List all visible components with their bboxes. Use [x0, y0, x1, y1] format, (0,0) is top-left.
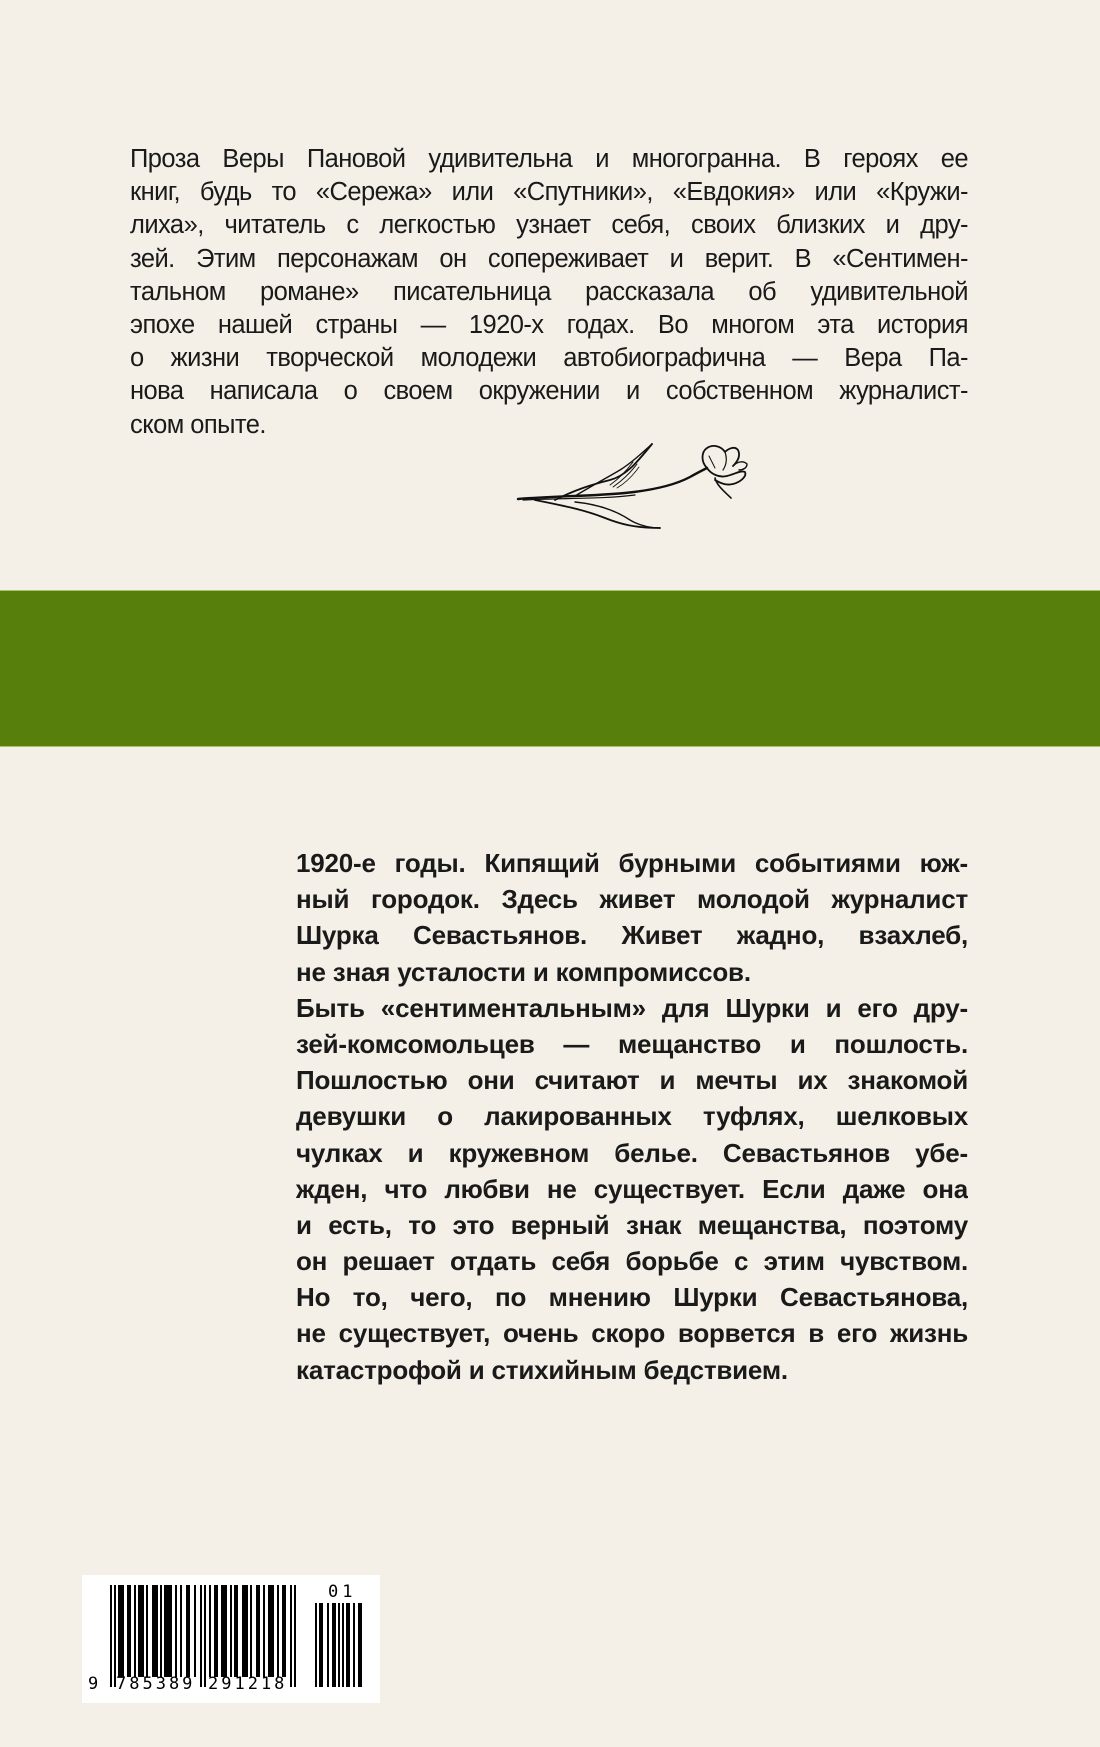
intro-line: Проза Веры Пановой удивительна и многогранна. В героях ее [130, 145, 968, 173]
barcode-first-digit: 9 [88, 1674, 99, 1694]
isbn-barcode [82, 1575, 380, 1703]
synopsis-line: Быть «сентиментальным» для Шурки и его дру- [296, 992, 968, 1023]
synopsis-line: он решает отдать себя борьбе с этим чувством. [296, 1246, 968, 1277]
intro-line: нова написала о своем окружении и собственном журналист- [130, 377, 968, 406]
intro-line: книг, будь то «Сережа» или «Спутники», «Евдокия» или «Кружи- [130, 178, 968, 207]
synopsis-line: зей-комсомольцев — мещанство и пошлость. [296, 1028, 968, 1059]
synopsis-line: девушки о лакированных туфлях, шелковых [296, 1101, 968, 1132]
synopsis-paragraph [296, 845, 968, 1388]
synopsis-line: и есть, то это верный знак мещанства, поэтому [296, 1209, 968, 1240]
intro-line: о жизни творческой молодежи автобиографична — Вера Па- [130, 344, 968, 373]
synopsis-line: ный городок. Здесь живет молодой журналист [296, 884, 968, 915]
synopsis-line: жден, что любви не существует. Если даже она [296, 1173, 968, 1204]
synopsis-line: Шурка Севастьянов. Живет жадно, взахлеб, [296, 920, 968, 951]
intro-line: ском опыте. [130, 410, 266, 439]
intro-line: зей. Этим персонажам он сопереживает и верит. В «Сентимен- [130, 244, 968, 273]
synopsis-line: не зная усталости и компромиссов. [296, 956, 751, 987]
barcode-addon: 01 [328, 1582, 357, 1602]
intro-line: тальном романе» писательница рассказала об удивительной [130, 277, 968, 306]
intro-line: лиха», читатель с легкостью узнает себя, своих близких и дру- [130, 211, 968, 240]
flower-icon [515, 440, 750, 535]
green-color-band [0, 590, 1100, 747]
intro-paragraph [130, 143, 968, 442]
intro-line: эпохе нашей страны — 1920-х годах. Во многом эта история [130, 310, 968, 339]
synopsis-line: Но то, чего, по мнению Шурки Севастьянова, [296, 1282, 968, 1313]
synopsis-line: чулках и кружевном белье. Севастьянов убе- [296, 1137, 968, 1168]
synopsis-line: 1920-е годы. Кипящий бурными событиями юж- [296, 848, 968, 878]
synopsis-line: Пошлостью они считают и мечты их знакомой [296, 1065, 968, 1096]
synopsis-line: катастрофой и стихийным бедствием. [296, 1354, 788, 1385]
barcode-left-group: 785389 [116, 1674, 196, 1694]
synopsis-line: не существует, очень скоро ворвется в его жизнь [296, 1318, 968, 1349]
barcode-right-group: 291218 [208, 1674, 288, 1694]
